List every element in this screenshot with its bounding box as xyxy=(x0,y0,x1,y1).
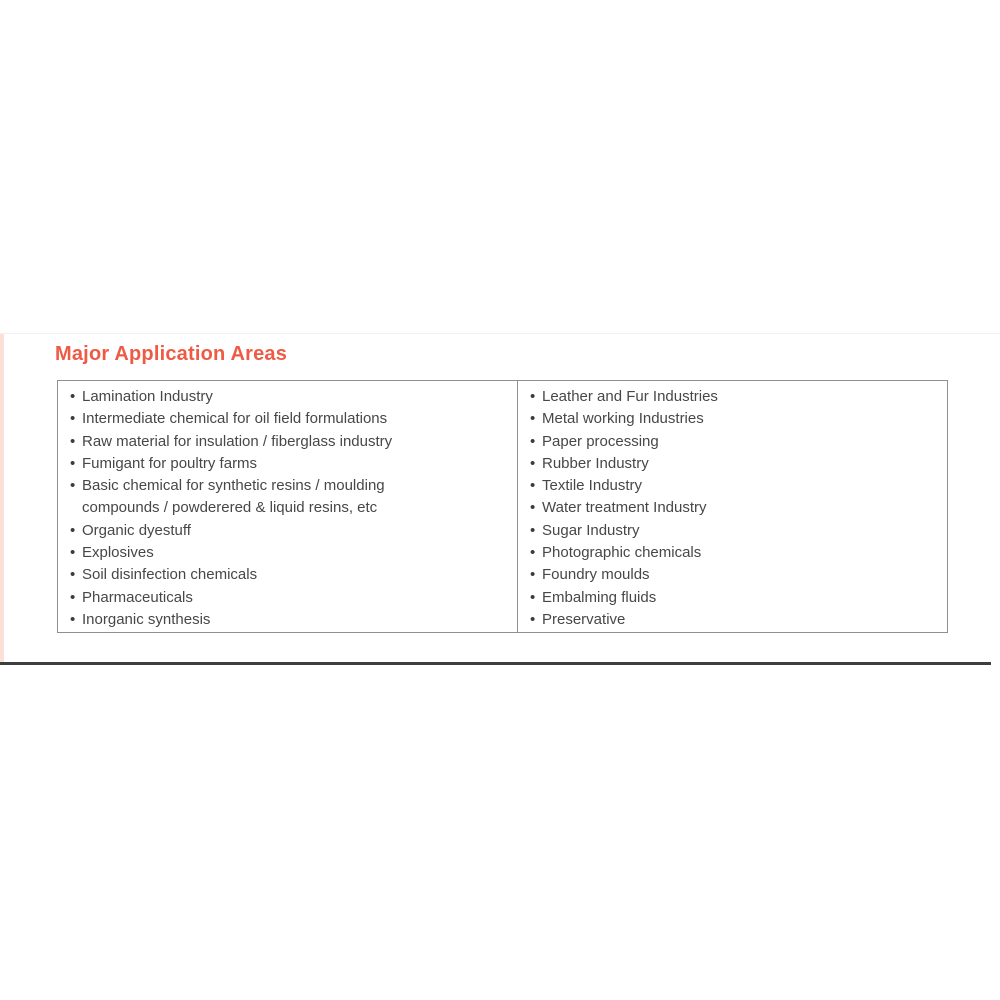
list-item xyxy=(58,431,517,453)
list-item-text: Metal working Industries xyxy=(542,410,704,428)
list-item-text: Preservative xyxy=(542,610,626,628)
list-item xyxy=(518,408,947,430)
list-item xyxy=(58,475,517,520)
list-item-text: Lamination Industry xyxy=(82,388,213,405)
page-edge-strip xyxy=(0,334,4,663)
table-column-right xyxy=(518,381,947,632)
list-item-text: Water treatment Industry xyxy=(542,499,707,517)
bullet-icon: • xyxy=(530,499,536,517)
bullet-icon: • xyxy=(70,410,76,428)
bullet-icon: • xyxy=(70,454,76,472)
page-title: Major Application Areas xyxy=(55,343,288,365)
bullet-icon: • xyxy=(70,544,76,562)
application-list-left xyxy=(58,386,517,631)
application-areas-table xyxy=(57,380,948,633)
list-item xyxy=(518,587,947,609)
bullet-icon: • xyxy=(70,477,76,495)
list-item xyxy=(518,497,947,519)
list-item xyxy=(518,386,947,408)
bullet-icon: • xyxy=(70,521,76,539)
list-item-text: Inorganic synthesis xyxy=(82,610,211,628)
list-item-text: Pharmaceuticals xyxy=(82,588,193,606)
list-item-text: Soil disinfection chemicals xyxy=(82,566,258,584)
bullet-icon: • xyxy=(70,610,76,628)
list-item xyxy=(518,564,947,586)
bullet-icon: • xyxy=(70,432,76,450)
list-item-text: Basic chemical for synthetic resins / moulding compounds / powderered & liquid resins, etc xyxy=(82,477,385,517)
list-item-text: Explosives xyxy=(82,544,154,562)
list-item xyxy=(58,408,517,430)
list-item xyxy=(58,453,517,475)
list-item xyxy=(518,520,947,542)
list-item xyxy=(58,520,517,542)
list-item-text: Sugar Industry xyxy=(542,521,640,539)
content-band-edge xyxy=(0,333,1000,334)
list-item xyxy=(58,386,517,408)
bullet-icon: • xyxy=(530,432,536,450)
list-item-text: Paper processing xyxy=(542,432,659,450)
list-item-text: Rubber Industry xyxy=(542,454,649,472)
list-item xyxy=(58,564,517,586)
list-item xyxy=(518,475,947,497)
list-item-text: Photographic chemicals xyxy=(542,544,702,562)
list-item-text: Embalming fluids xyxy=(542,588,657,606)
bullet-icon: • xyxy=(70,566,76,584)
list-item-text: Raw material for insulation / fiberglass industry xyxy=(82,432,393,450)
list-item xyxy=(58,587,517,609)
bullet-icon: • xyxy=(530,388,536,405)
list-item-text: Intermediate chemical for oil field formulations xyxy=(82,410,388,428)
list-item-text: Organic dyestuff xyxy=(82,521,191,539)
application-list-right xyxy=(518,386,947,631)
bullet-icon: • xyxy=(530,566,536,584)
section-divider-rule xyxy=(0,662,991,665)
table-column-left xyxy=(58,381,518,632)
bullet-icon: • xyxy=(530,454,536,472)
bullet-icon: • xyxy=(530,521,536,539)
list-item-text: Textile Industry xyxy=(542,477,643,495)
bullet-icon: • xyxy=(530,410,536,428)
bullet-icon: • xyxy=(530,477,536,495)
list-item xyxy=(518,453,947,475)
list-item-text: Foundry moulds xyxy=(542,566,650,584)
list-item xyxy=(518,609,947,631)
list-item-text: Leather and Fur Industries xyxy=(542,388,718,405)
bullet-icon: • xyxy=(530,544,536,562)
list-item xyxy=(518,542,947,564)
bullet-icon: • xyxy=(70,388,76,405)
bullet-icon: • xyxy=(530,610,536,628)
bullet-icon: • xyxy=(530,588,536,606)
list-item-text: Fumigant for poultry farms xyxy=(82,454,258,472)
list-item xyxy=(518,431,947,453)
bullet-icon: • xyxy=(70,588,76,606)
list-item xyxy=(58,609,517,631)
list-item xyxy=(58,542,517,564)
